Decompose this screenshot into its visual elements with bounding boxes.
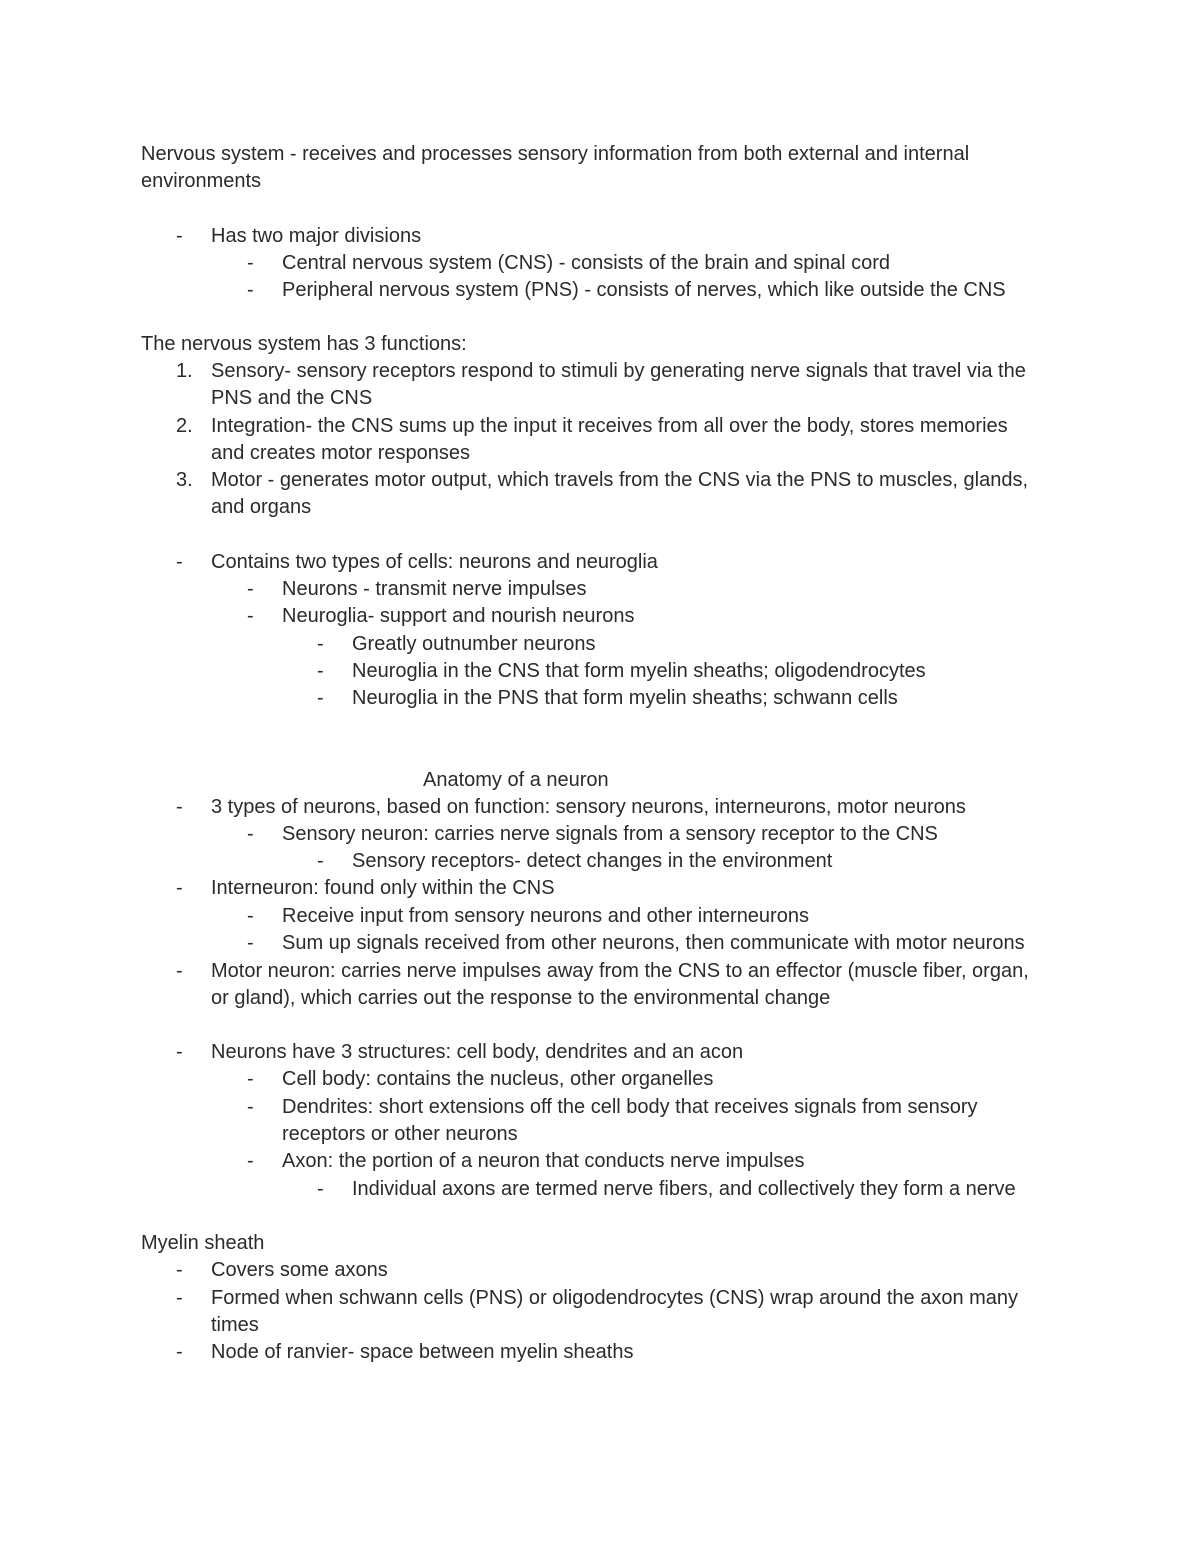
bullet-marker: -	[247, 252, 254, 274]
list-item: Neurons - transmit nerve impulses	[282, 578, 587, 600]
list-item: Greatly outnumber neurons	[352, 633, 596, 655]
bullet-marker: -	[176, 1341, 183, 1363]
list-item: Node of ranvier- space between myelin sheaths	[211, 1341, 634, 1363]
list-item: Neuroglia in the PNS that form myelin sheaths; schwann cells	[352, 687, 898, 709]
bullet-marker: -	[247, 1096, 254, 1118]
list-item: Sum up signals received from other neurons, then communicate with motor neurons	[282, 932, 1025, 954]
number-marker: 2.	[176, 415, 193, 437]
bullet-marker: -	[247, 1068, 254, 1090]
section-title: Anatomy of a neuron	[423, 769, 609, 791]
list-item: Central nervous system (CNS) - consists of the brain and spinal cord	[282, 252, 891, 274]
intro-line-2: environments	[141, 170, 262, 192]
bullet-marker: -	[176, 960, 183, 982]
bullet-marker: -	[247, 279, 254, 301]
bullet-marker: -	[317, 1178, 324, 1200]
list-item: Receive input from sensory neurons and other interneurons	[282, 905, 809, 927]
list-item-continuation: or gland), which carries out the response to the environmental change	[211, 987, 831, 1009]
bullet-marker: -	[247, 823, 254, 845]
list-item: Sensory receptors- detect changes in the environment	[352, 850, 833, 872]
bullet-marker: -	[176, 1287, 183, 1309]
bullet-marker: -	[247, 605, 254, 627]
list-item: Cell body: contains the nucleus, other organelles	[282, 1068, 714, 1090]
functions-heading: The nervous system has 3 functions:	[141, 333, 467, 355]
bullet-marker: -	[317, 850, 324, 872]
bullet-marker: -	[247, 578, 254, 600]
bullet-marker: -	[317, 633, 324, 655]
numbered-item: Integration- the CNS sums up the input it receives from all over the body, stores memories	[211, 415, 1008, 437]
bullet-marker: -	[317, 687, 324, 709]
numbered-item: Sensory- sensory receptors respond to stimuli by generating nerve signals that travel via the	[211, 360, 1026, 382]
list-item: Sensory neuron: carries nerve signals from a sensory receptor to the CNS	[282, 823, 938, 845]
bullet-marker: -	[176, 551, 183, 573]
bullet-marker: -	[176, 1041, 183, 1063]
number-marker: 1.	[176, 360, 193, 382]
numbered-item: Motor - generates motor output, which travels from the CNS via the PNS to muscles, glands,	[211, 469, 1029, 491]
list-item: Motor neuron: carries nerve impulses away from the CNS to an effector (muscle fiber, organ,	[211, 960, 1029, 982]
numbered-item-continuation: and organs	[211, 496, 312, 518]
divisions-heading: Has two major divisions	[211, 225, 422, 247]
list-item: 3 types of neurons, based on function: sensory neurons, interneurons, motor neurons	[211, 796, 966, 818]
numbered-item-continuation: and creates motor responses	[211, 442, 471, 464]
list-item-continuation: times	[211, 1314, 259, 1336]
list-item: Peripheral nervous system (PNS) - consists of nerves, which like outside the CNS	[282, 279, 1006, 301]
list-item: Formed when schwann cells (PNS) or oligodendrocytes (CNS) wrap around the axon many	[211, 1287, 1019, 1309]
number-marker: 3.	[176, 469, 193, 491]
list-item: Individual axons are termed nerve fibers, and collectively they form a nerve	[352, 1178, 1016, 1200]
list-item: Axon: the portion of a neuron that conducts nerve impulses	[282, 1150, 805, 1172]
bullet-marker: -	[247, 932, 254, 954]
intro-line-1: Nervous system - receives and processes sensory information from both external and internal	[141, 143, 970, 165]
cells-heading: Contains two types of cells: neurons and neuroglia	[211, 551, 658, 573]
bullet-marker: -	[247, 1150, 254, 1172]
bullet-marker: -	[176, 877, 183, 899]
list-item-continuation: receptors or other neurons	[282, 1123, 518, 1145]
list-item: Dendrites: short extensions off the cell body that receives signals from sensory	[282, 1096, 978, 1118]
structures-heading: Neurons have 3 structures: cell body, dendrites and an acon	[211, 1041, 744, 1063]
bullet-marker: -	[176, 1259, 183, 1281]
list-item: Interneuron: found only within the CNS	[211, 877, 555, 899]
numbered-item-continuation: PNS and the CNS	[211, 387, 373, 409]
list-item: Covers some axons	[211, 1259, 388, 1281]
bullet-marker: -	[317, 660, 324, 682]
bullet-marker: -	[247, 905, 254, 927]
list-item: Neuroglia in the CNS that form myelin sheaths; oligodendrocytes	[352, 660, 926, 682]
bullet-marker: -	[176, 225, 183, 247]
list-item: Neuroglia- support and nourish neurons	[282, 605, 635, 627]
myelin-heading: Myelin sheath	[141, 1232, 265, 1254]
bullet-marker: -	[176, 796, 183, 818]
